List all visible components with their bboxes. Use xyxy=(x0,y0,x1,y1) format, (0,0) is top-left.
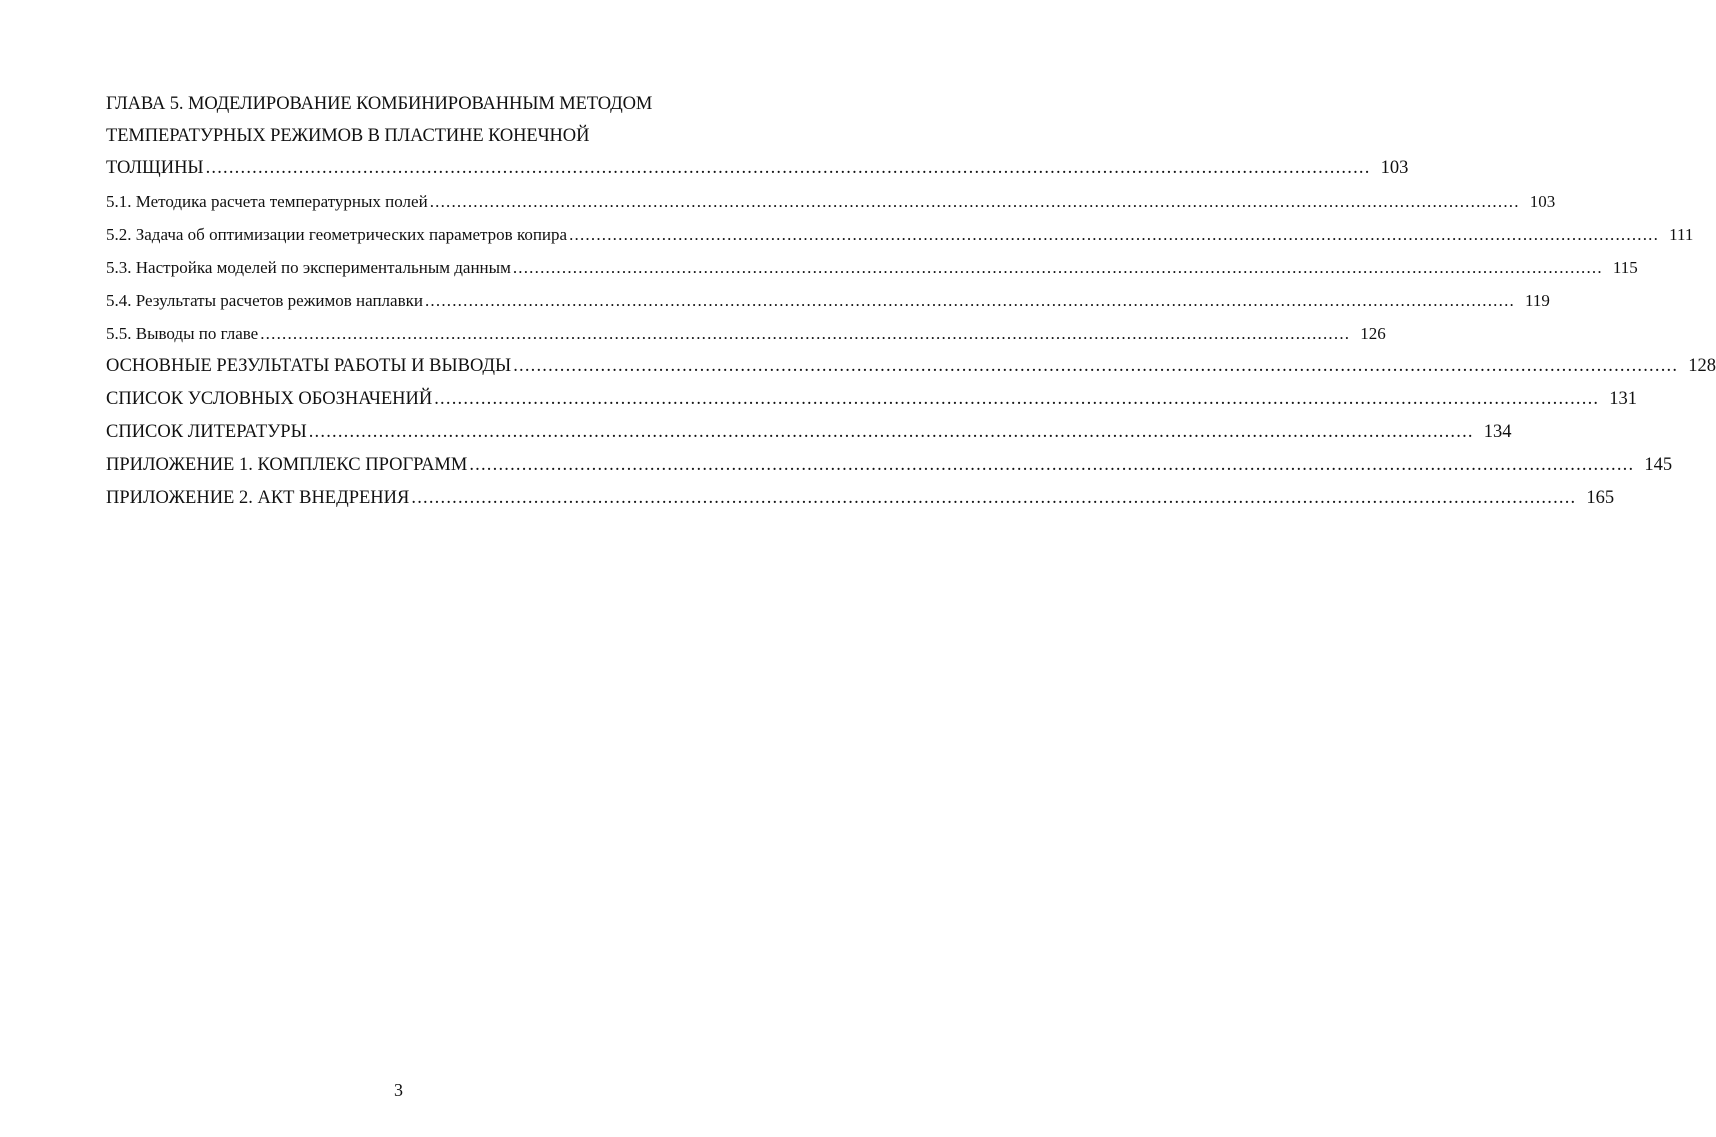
dot-leader: ........................................................................................................................................................................................................ xyxy=(429,192,1520,211)
toc-entry-5-4 xyxy=(106,284,1550,317)
toc-entry-chapter-5 xyxy=(106,152,1409,185)
chapter-5-title-line-2: ТЕМПЕРАТУРНЫХ РЕЖИМОВ В ПЛАСТИНЕ КОНЕЧНОЙ xyxy=(106,126,590,146)
page-number: 3 xyxy=(394,1080,403,1100)
toc-entry-page: 119 xyxy=(1524,291,1550,310)
dot-leader: ........................................................................................................................................................................................................ xyxy=(205,158,1371,178)
toc-entry-5-1 xyxy=(106,185,1556,218)
toc-entry-appendix-1 xyxy=(106,449,1673,482)
toc-entry-label: ПРИЛОЖЕНИЕ 1. КОМПЛЕКС ПРОГРАММ xyxy=(106,455,468,475)
toc-entry-page: 111 xyxy=(1669,225,1694,244)
toc-entry-references xyxy=(106,416,1512,449)
toc-entry-label: СПИСОК УСЛОВНЫХ ОБОЗНАЧЕНИЙ xyxy=(106,389,433,409)
table-of-contents xyxy=(106,88,1716,515)
toc-entry-page: 145 xyxy=(1644,455,1673,475)
dot-leader: ........................................................................................................................................................................................................ xyxy=(260,324,1351,343)
toc-entry-label: 5.4. Результаты расчетов режимов наплавки xyxy=(106,291,423,310)
toc-entry-5-2 xyxy=(106,218,1694,251)
toc-entry-5-3 xyxy=(106,251,1638,284)
toc-entry-conclusions xyxy=(106,350,1716,383)
toc-entry-label: 5.1. Методика расчета температурных полей xyxy=(106,192,428,211)
dot-leader: ........................................................................................................................................................................................................ xyxy=(569,225,1660,244)
toc-entry-label: 5.3. Настройка моделей по экспериментальным данным xyxy=(106,258,511,277)
chapter-5-title-line-1: ГЛАВА 5. МОДЕЛИРОВАНИЕ КОМБИНИРОВАННЫМ МЕТОДОМ xyxy=(106,94,653,114)
toc-entry-label: ОСНОВНЫЕ РЕЗУЛЬТАТЫ РАБОТЫ И ВЫВОДЫ xyxy=(106,356,512,376)
toc-entry-page: 165 xyxy=(1586,488,1615,508)
toc-entry-label: ТОЛЩИНЫ xyxy=(106,158,204,178)
toc-entry-label: 5.5. Выводы по главе xyxy=(106,324,259,343)
dot-leader: ........................................................................................................................................................................................................ xyxy=(308,422,1474,442)
toc-entry-label: СПИСОК ЛИТЕРАТУРЫ xyxy=(106,422,307,442)
dot-leader: ........................................................................................................................................................................................................ xyxy=(469,455,1635,475)
toc-entry-page: 134 xyxy=(1483,422,1512,442)
toc-entry-page: 131 xyxy=(1609,389,1637,409)
dot-leader: ........................................................................................................................................................................................................ xyxy=(411,488,1577,508)
toc-entry-page: 103 xyxy=(1529,192,1556,211)
toc-entry-5-5 xyxy=(106,317,1386,350)
toc-entry-notation xyxy=(106,383,1637,416)
toc-entry-page: 128 xyxy=(1688,356,1716,376)
toc-entry-label: ПРИЛОЖЕНИЕ 2. АКТ ВНЕДРЕНИЯ xyxy=(106,488,410,508)
toc-entry-appendix-2 xyxy=(106,482,1615,515)
toc-entry-page: 126 xyxy=(1360,324,1386,343)
toc-entry-page: 103 xyxy=(1380,158,1409,178)
dot-leader: ........................................................................................................................................................................................................ xyxy=(512,258,1603,277)
dot-leader: ........................................................................................................................................................................................................ xyxy=(424,291,1515,310)
dot-leader: ........................................................................................................................................................................................................ xyxy=(434,389,1600,409)
toc-entry-page: 115 xyxy=(1612,258,1638,277)
toc-entry-label: 5.2. Задача об оптимизации геометрических параметров копира xyxy=(106,225,568,244)
dot-leader: ........................................................................................................................................................................................................ xyxy=(513,356,1679,376)
